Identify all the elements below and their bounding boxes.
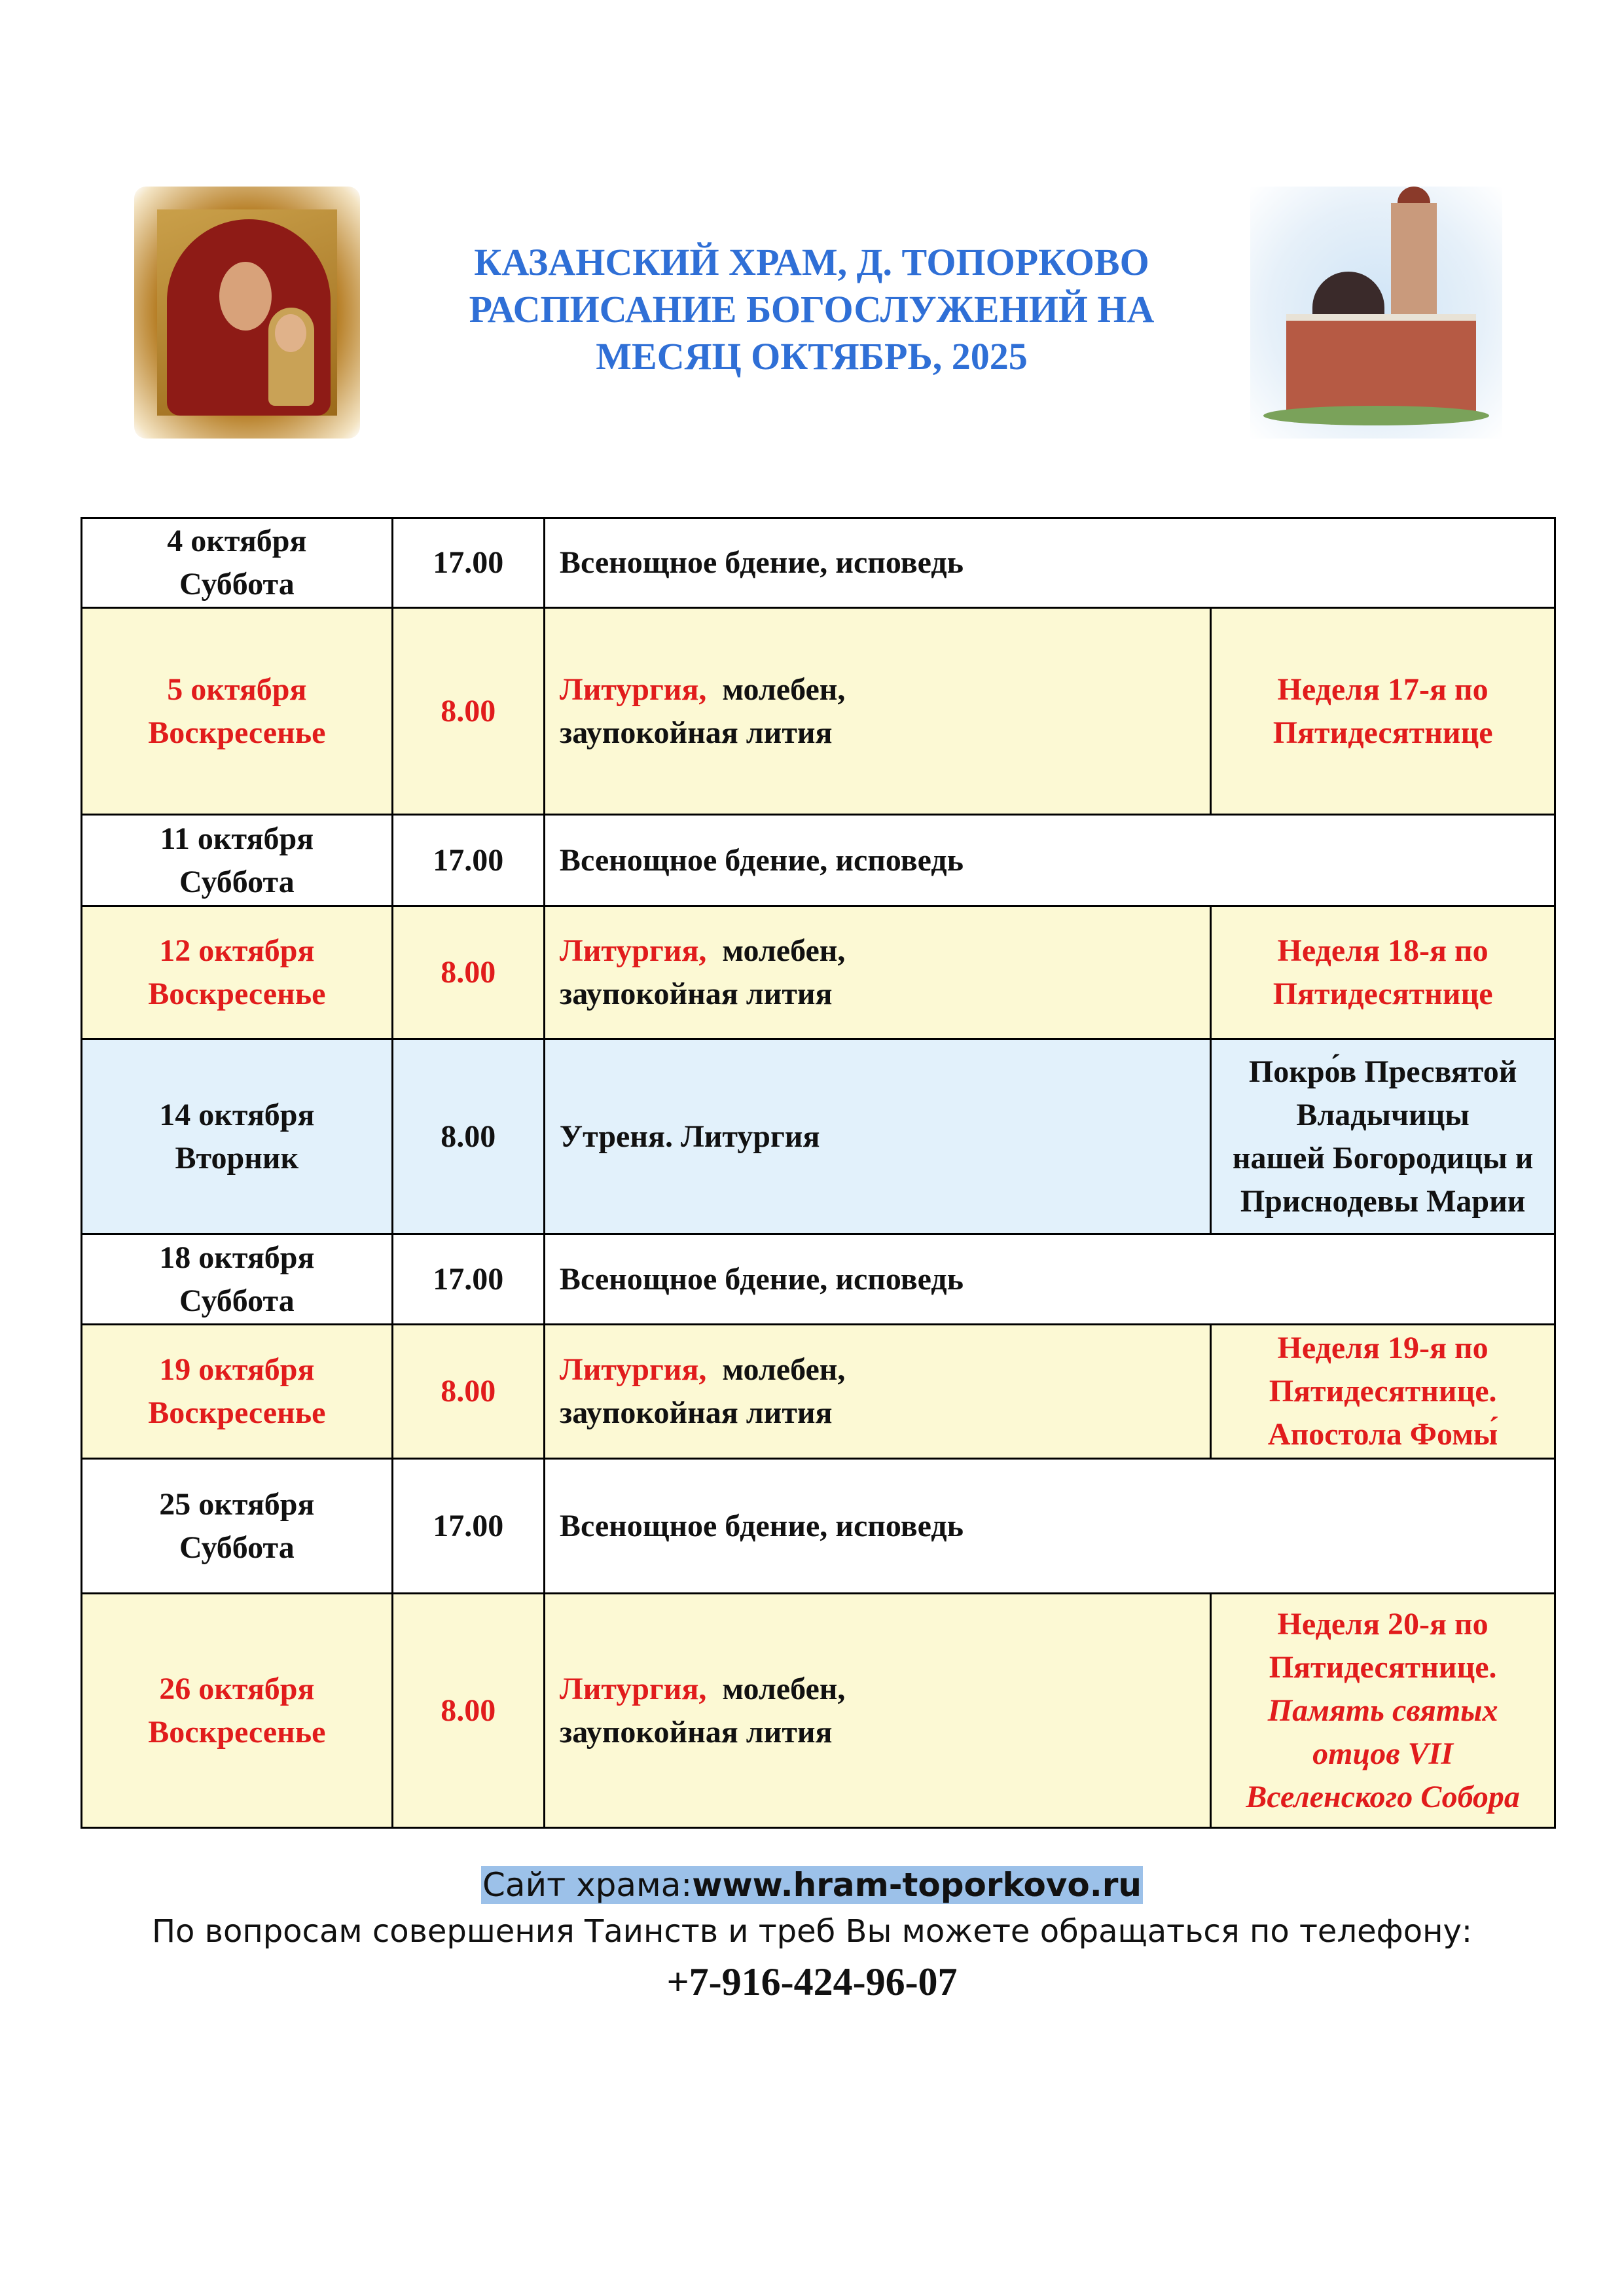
church-image [1250,187,1502,439]
date-cell: 14 октября Вторник [82,1039,393,1234]
table-row [82,1234,1555,1325]
date-cell: 12 октября Воскресенье [82,906,393,1039]
phone-number: +7-916-424-96-07 [666,1960,958,2003]
service-cell: Утреня. Литургия [544,1039,1210,1234]
time-cell: 8.00 [392,906,544,1039]
time-cell: 17.00 [392,815,544,906]
contact-note: По вопросам совершения Таинств и треб Вы можете обращаться по телефону: [151,1913,1473,1950]
site-line [0,1862,1624,1908]
time-cell: 8.00 [392,1325,544,1459]
time-cell: 8.00 [392,1039,544,1234]
table-row [82,1325,1555,1459]
title-line-3: МЕСЯЦ ОКТЯБРЬ, 2025 [596,335,1028,378]
date-cell: 19 октября Воскресенье [82,1325,393,1459]
site-label: Сайт храма: [482,1866,693,1904]
time-cell: 17.00 [392,518,544,608]
table-row [82,1459,1555,1594]
time-cell: 8.00 [392,1594,544,1828]
table-row [82,518,1555,608]
time-cell: 17.00 [392,1234,544,1325]
feast-cell: Неделя 18-я по Пятидесятнице [1211,906,1555,1039]
date-cell: 11 октября Суббота [82,815,393,906]
time-cell: 17.00 [392,1459,544,1594]
title-line-1: КАЗАНСКИЙ ХРАМ, Д. ТОПОРКОВО [474,241,1149,283]
schedule-table [81,517,1556,1829]
site-link[interactable]: www.hram-toporkovo.ru [692,1866,1142,1904]
feast-cell: Неделя 20-я по Пятидесятнице. Память святых отцов VII Вселенского Собора [1211,1594,1555,1828]
title-line-2: РАСПИСАНИЕ БОГОСЛУЖЕНИЙ НА [469,288,1155,331]
service-cell: Всенощное бдение, исповедь [544,1234,1555,1325]
date-cell: 26 октября Воскресенье [82,1594,393,1828]
time-cell: 8.00 [392,608,544,815]
service-cell: Литургия, молебен, заупокойная лития [544,1325,1210,1459]
date-cell: 5 октября Воскресенье [82,608,393,815]
page-title [367,239,1257,380]
table-row [82,1039,1555,1234]
site-highlight [481,1866,1143,1904]
date-cell: 25 октября Суббота [82,1459,393,1594]
service-cell: Всенощное бдение, исповедь [544,518,1555,608]
service-cell: Литургия, молебен, заупокойная лития [544,1594,1210,1828]
service-cell: Всенощное бдение, исповедь [544,815,1555,906]
feast-cell: Покро́в Пресвятой Владычицы нашей Богородицы и Приснодевы Марии [1211,1039,1555,1234]
table-row [82,1594,1555,1828]
table-row [82,815,1555,906]
feast-cell: Неделя 19-я по Пятидесятнице. Апостола Фомы́ [1211,1325,1555,1459]
kazan-icon-image [134,187,360,439]
service-cell: Всенощное бдение, исповедь [544,1459,1555,1594]
table-row [82,608,1555,815]
date-cell: 18 октября Суббота [82,1234,393,1325]
service-cell: Литургия, молебен, заупокойная лития [544,906,1210,1039]
table-row [82,906,1555,1039]
service-cell: Литургия, молебен, заупокойная лития [544,608,1210,815]
feast-cell: Неделя 17-я по Пятидесятнице [1211,608,1555,815]
date-cell: 4 октября Суббота [82,518,393,608]
